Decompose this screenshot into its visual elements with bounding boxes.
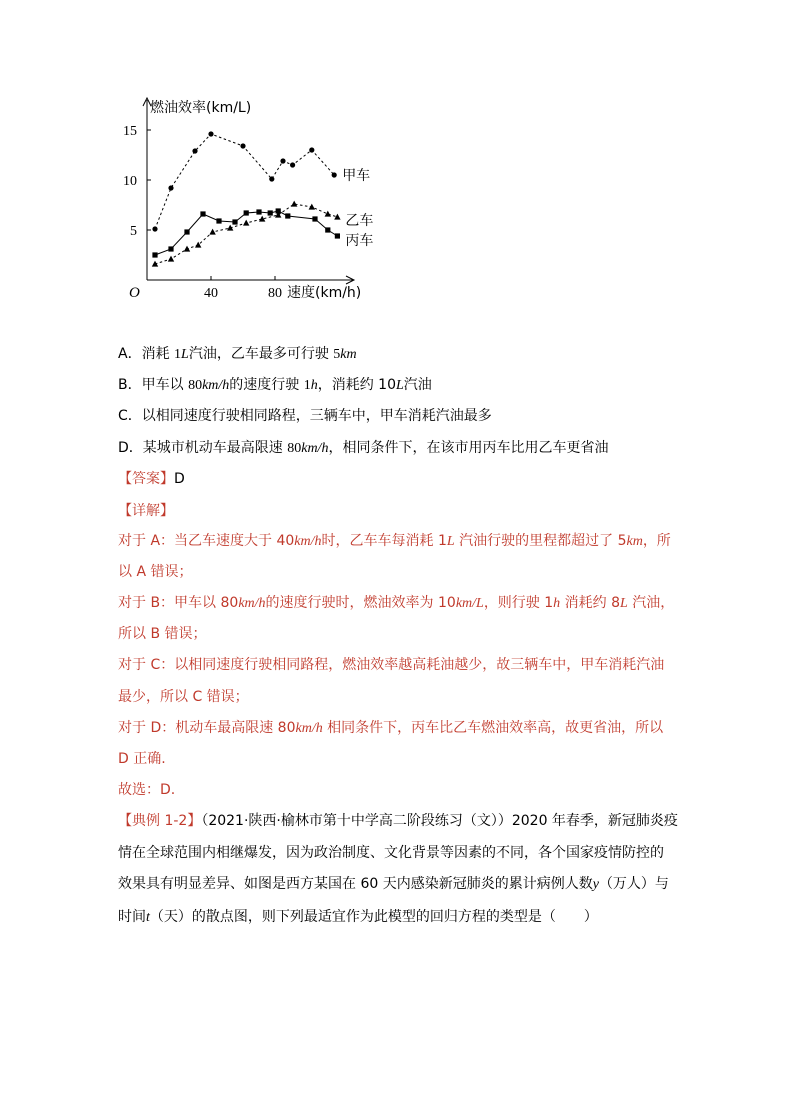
x-axis-label: 速度(km/h) (287, 285, 362, 301)
example-line1: 【典例 1-2】（2021·陕西·榆林市第十中学高二阶段练习（文））2020 年春季，新冠肺炎疫 (118, 813, 678, 829)
detail-a-line1: 对于 A：当乙车速度大于 40km/h时，乙车车每消耗 1L 汽油行驶的里程都超过了 5km，所 (118, 533, 671, 549)
data-point-triangle (309, 204, 315, 210)
data-point-square (232, 219, 237, 224)
data-point-triangle (243, 220, 249, 226)
data-point-square (285, 213, 290, 218)
data-point-circle (240, 143, 245, 148)
data-point-circle (168, 185, 173, 190)
data-point-circle (192, 148, 197, 153)
x-tick-label: 80 (268, 286, 282, 301)
data-point-circle (280, 158, 285, 163)
detail-b-line1: 对于 B：甲车以 80km/h的速度行驶时，燃油效率为 10km/L，则行驶 1h 消耗约 8L 汽油， (118, 595, 675, 611)
data-point-triangle (291, 201, 297, 207)
series-label: 乙车 (345, 213, 374, 229)
option-b: B．甲车以 80km/h的速度行驶 1h，消耗约 10L汽油 (118, 377, 432, 393)
y-axis-label: 燃油效率(km/L) (150, 100, 252, 116)
data-point-circle (269, 176, 274, 181)
data-point-square (168, 246, 173, 251)
option-a: A．消耗 1L汽油，乙车最多可行驶 5km (118, 346, 357, 362)
example-label: 【典例 1-2】 (118, 813, 202, 829)
detail-d-line1: 对于 D：机动车最高限速 80km/h 相同条件下，丙车比乙车燃油效率高，故更省油，所以 (118, 720, 664, 736)
example-line2: 情在全球范围内相继爆发，因为政治制度、文化背景等因素的不同，各个国家疫情防控的 (118, 845, 664, 861)
data-point-triangle (184, 246, 190, 252)
series-line-3 (155, 211, 337, 255)
example-line4: 时间t（天）的散点图，则下列最适宜作为此模型的回归方程的类型是（ ） (118, 909, 598, 925)
detail-b-line2: 所以 B 错误； (118, 626, 207, 642)
data-point-square (200, 211, 205, 216)
data-point-circle (332, 172, 337, 177)
detail-c-line2: 最少，所以 C 错误； (118, 689, 249, 705)
origin-label: O (129, 285, 140, 301)
data-point-square (325, 227, 330, 232)
detail-d-line2: D 正确. (118, 751, 166, 767)
data-point-square (216, 218, 221, 223)
answer-value: D (174, 471, 185, 487)
data-point-square (152, 252, 157, 257)
option-c: C．以相同速度行驶相同路程，三辆车中，甲车消耗汽油最多 (118, 408, 492, 424)
data-point-triangle (325, 211, 331, 217)
data-point-square (268, 210, 273, 215)
y-tick-label: 5 (130, 224, 137, 239)
answer-line (118, 468, 185, 488)
x-tick-label: 40 (204, 286, 218, 301)
data-point-square (256, 209, 261, 214)
data-point-square (276, 208, 281, 213)
data-point-triangle (209, 229, 215, 235)
detail-a-line2: 以 A 错误； (118, 564, 193, 580)
fuel-efficiency-chart (115, 92, 435, 312)
data-point-square (312, 216, 317, 221)
data-point-circle (208, 131, 213, 136)
data-point-square (184, 229, 189, 234)
example-line3: 效果具有明显差异、如图是西方某国在 60 天内感染新冠肺炎的累计病例人数y（万人）与 (118, 876, 669, 892)
series-label: 丙车 (345, 233, 374, 249)
data-point-square (335, 233, 340, 238)
data-point-circle (152, 226, 157, 231)
answer-label: 【答案】 (118, 471, 174, 487)
y-tick-label: 15 (123, 124, 137, 139)
option-d: D．某城市机动车最高限速 80km/h，相同条件下，在该市用丙车比用乙车更省油 (118, 440, 609, 456)
y-tick-label: 10 (123, 174, 137, 189)
data-point-triangle (168, 256, 174, 262)
detail-label: 【详解】 (118, 503, 174, 519)
detail-conclusion: 故选：D. (118, 782, 176, 798)
series-label: 甲车 (342, 168, 371, 184)
detail-c-line1: 对于 C：以相同速度行驶相同路程，燃油效率越高耗油越少，故三辆车中，甲车消耗汽油 (118, 657, 665, 673)
data-point-square (244, 210, 249, 215)
data-point-circle (309, 147, 314, 152)
data-point-circle (290, 162, 295, 167)
